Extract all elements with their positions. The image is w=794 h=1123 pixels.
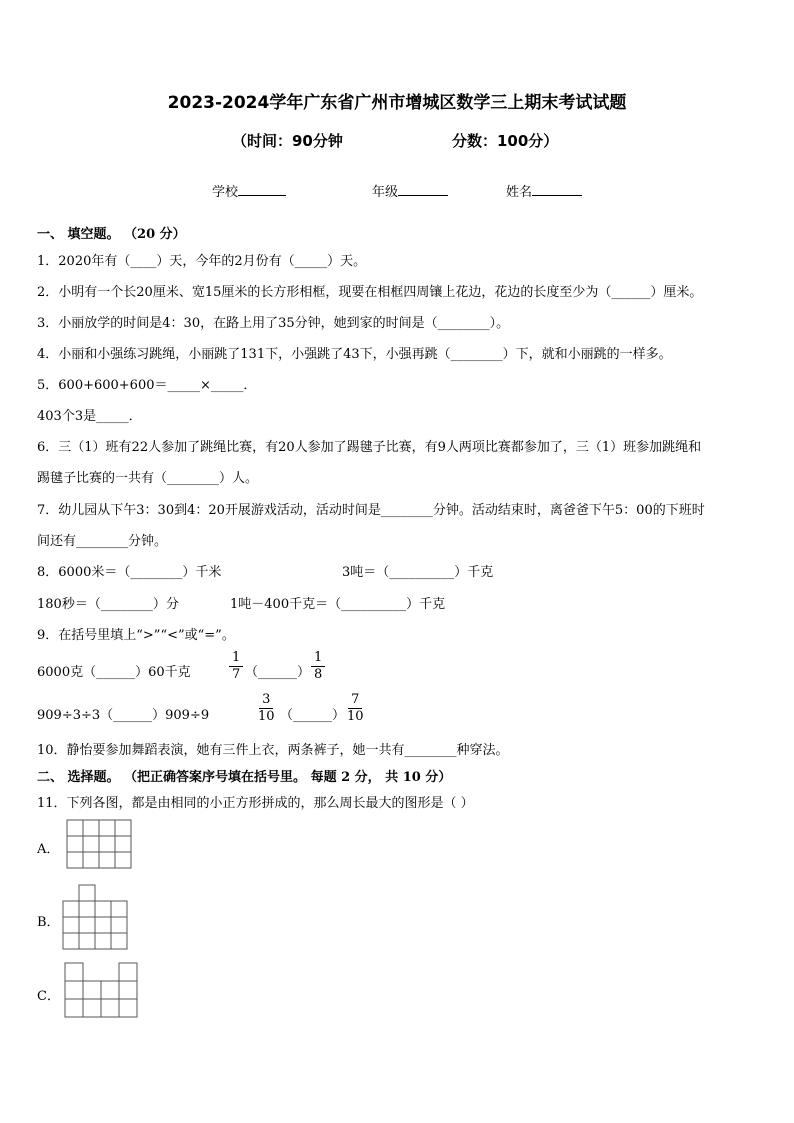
fraction-7-10 bbox=[344, 692, 367, 725]
figure-c-squares bbox=[64, 962, 140, 1018]
school-label: 学校 bbox=[212, 185, 239, 200]
section2-heading: 二、 选择题。 （把正确答案序号填在括号里。 每题 2 分， 共 10 分） bbox=[37, 770, 452, 785]
exam-score: 分数：100分） bbox=[452, 132, 559, 150]
question-3: 3．小丽放学的时间是4：30，在路上用了35分钟，她到家的时间是（________）。 bbox=[37, 316, 510, 331]
question-9d-blank: （______） bbox=[280, 708, 346, 723]
question-8c: 180秒＝（________）分 bbox=[37, 597, 179, 612]
fraction-denominator: 10 bbox=[258, 709, 275, 724]
question-1: 1．2020年有（____）天，今年的2月份有（_____）天。 bbox=[37, 254, 367, 269]
fraction-1-7 bbox=[229, 650, 243, 683]
question-7b: 间还有________分钟。 bbox=[37, 534, 168, 549]
question-4: 4．小丽和小强练习跳绳，小丽跳了131下，小强跳了43下，小强再跳（________）下，就和小丽跳的一样多。 bbox=[37, 347, 672, 362]
school-blank bbox=[238, 181, 286, 196]
school-field bbox=[212, 181, 286, 200]
grade-blank bbox=[398, 181, 448, 196]
fraction-numerator: 1 bbox=[229, 650, 243, 667]
grade-label: 年级 bbox=[372, 185, 399, 200]
question-10: 10．静怡要参加舞蹈表演，她有三件上衣，两条裤子，她一共有________种穿法。 bbox=[37, 743, 509, 758]
question-6a: 6．三（1）班有22人参加了跳绳比赛，有20人参加了踢毽子比赛，有9人两项比赛都参加了，三（1）班参加跳绳和 bbox=[37, 440, 702, 455]
question-2: 2．小明有一个长20厘米、宽15厘米的长方形相框，现要在相框四周镶上花边，花边的长度至少为（______）厘米。 bbox=[37, 285, 703, 300]
question-8d: 1吨－400千克＝（__________）千克 bbox=[230, 597, 446, 612]
option-a-label: A． bbox=[37, 842, 60, 857]
question-5b: 403个3是_____． bbox=[37, 409, 142, 424]
fraction-3-10 bbox=[255, 692, 278, 725]
name-field bbox=[506, 181, 582, 200]
fraction-1-8 bbox=[311, 650, 325, 683]
exam-time: （时间：90分钟 bbox=[232, 132, 343, 150]
question-9: 9．在括号里填上“>”“<”或“=”。 bbox=[37, 628, 235, 643]
fraction-denominator: 7 bbox=[232, 667, 241, 682]
question-7a: 7．幼儿园从下午3：30到4：20开展游戏活动，活动时间是________分钟。活动结束时，离爸爸下午5：00的下班时 bbox=[37, 503, 705, 518]
section1-heading: 一、 填空题。 （20 分） bbox=[37, 227, 186, 242]
fraction-denominator: 8 bbox=[314, 667, 323, 682]
option-b-label: B． bbox=[37, 915, 60, 930]
fraction-denominator: 10 bbox=[347, 709, 364, 724]
option-c-label: C． bbox=[37, 989, 60, 1004]
figure-a-squares bbox=[66, 819, 134, 871]
page-title: 2023-2024学年广东省广州市增城区数学三上期末考试试题 bbox=[167, 93, 627, 113]
question-9a: 6000克（______）60千克 bbox=[37, 665, 191, 680]
question-5a: 5．600+600+600＝_____×_____． bbox=[37, 378, 257, 393]
question-11: 11．下列各图，都是由相同的小正方形拼成的，那么周长最大的图形是（ ） bbox=[37, 796, 474, 811]
name-label: 姓名 bbox=[506, 185, 533, 200]
question-9c: 909÷3÷3（______）909÷9 bbox=[37, 708, 210, 723]
fraction-numerator: 3 bbox=[259, 692, 273, 709]
figure-b-squares bbox=[62, 884, 130, 952]
question-8a: 8．6000米＝（________）千米 bbox=[37, 565, 222, 580]
question-9b-blank: （______） bbox=[245, 665, 311, 680]
fraction-numerator: 7 bbox=[348, 692, 362, 709]
fraction-numerator: 1 bbox=[311, 650, 325, 667]
question-6b: 踢毽子比赛的一共有（________）人。 bbox=[37, 471, 259, 486]
question-8b: 3吨＝（__________）千克 bbox=[342, 565, 494, 580]
name-blank bbox=[532, 181, 582, 196]
grade-field bbox=[372, 181, 448, 200]
